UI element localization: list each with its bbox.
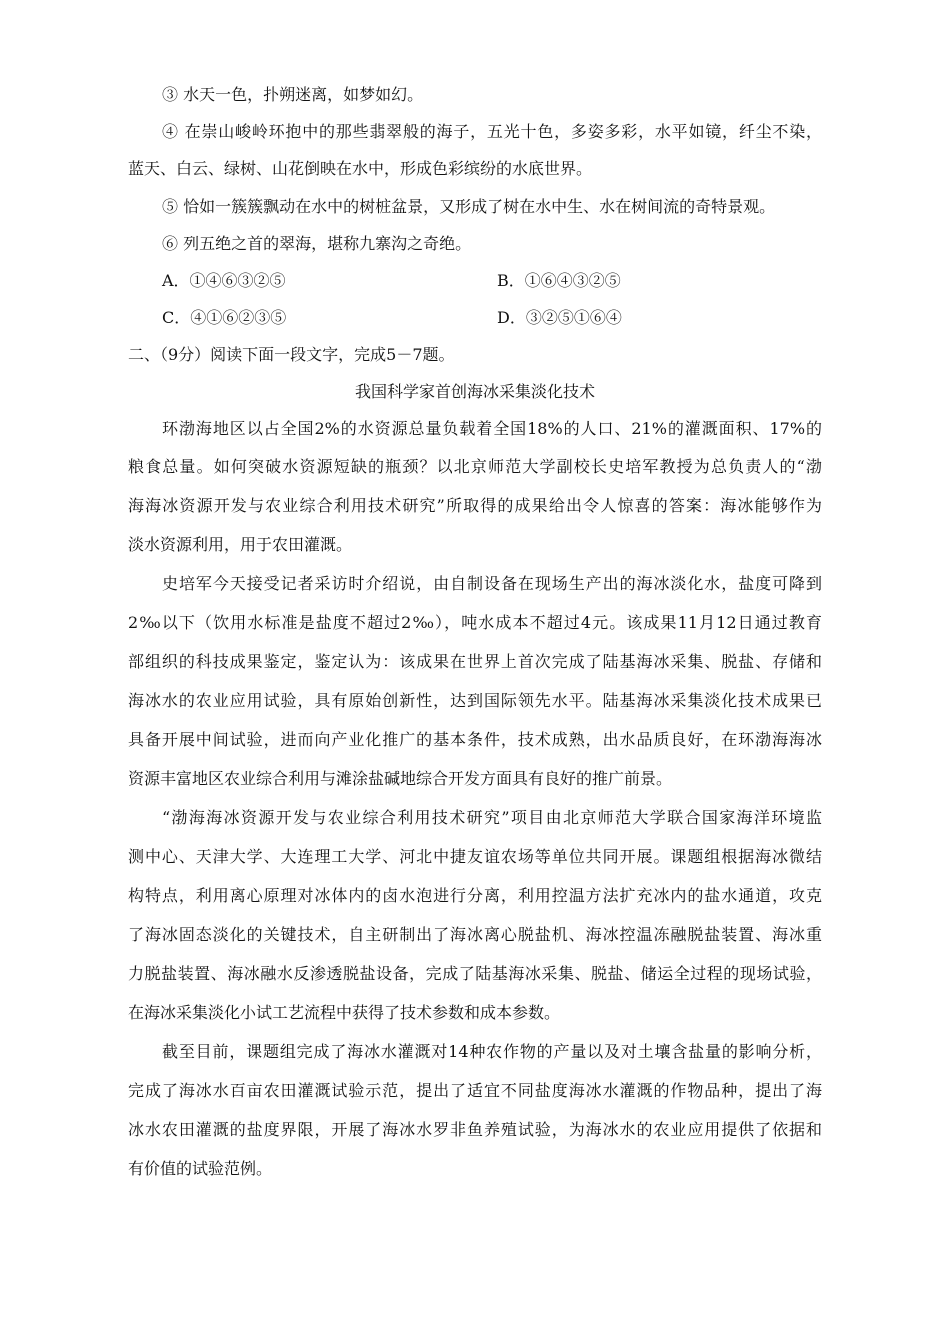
paragraph-2-line: 2‰以下（饮用水标准是盐度不超过2‰），吨水成本不超过4元。该成果11月12日通过教育 [128, 613, 822, 632]
sentence-item-6: ⑥ 列五绝之首的翠海，堪称九寨沟之奇绝。 [162, 234, 472, 253]
paragraph-3-line: “渤海海冰资源开发与农业综合利用技术研究”项目由北京师范大学联合国家海洋环境监 [162, 808, 822, 827]
article-title: 我国科学家首创海冰采集淡化技术 [354, 382, 595, 401]
paragraph-4-line: 截至目前，课题组完成了海冰水灌溉对14种农作物的产量以及对土壤含盐量的影响分析， [162, 1042, 822, 1061]
paragraph-3-line: 在海冰采集淡化小试工艺流程中获得了技术参数和成本参数。 [128, 1003, 561, 1022]
choice-d: D．③②⑤①⑥④ [497, 308, 622, 327]
paragraph-4-line: 完成了海冰水百亩农田灌溉试验示范，提出了适宜不同盐度海冰水灌溉的作物品种，提出了海 [128, 1081, 822, 1100]
choice-a: A．①④⑥③②⑤ [162, 271, 286, 290]
paragraph-2-line: 部组织的科技成果鉴定，鉴定认为：该成果在世界上首次完成了陆基海冰采集、脱盐、存储和 [128, 652, 822, 671]
sentence-item-5: ⑤ 恰如一簇簇飘动在水中的树桩盆景，又形成了树在水中生、水在树间流的奇特景观。 [162, 197, 776, 216]
choice-c: C．④①⑥②③⑤ [162, 308, 287, 327]
section-heading: 二、（9分）阅读下面一段文字，完成5－7题。 [128, 345, 455, 364]
paragraph-2-line: 资源丰富地区农业综合利用与滩涂盐碱地综合开发方面具有良好的推广前景。 [128, 769, 673, 788]
paragraph-1-line: 环渤海地区以占全国2%的水资源总量负载着全国18%的人口、21%的灌溉面积、17%的 [162, 419, 822, 438]
sentence-item-3: ③ 水天一色，扑朔迷离，如梦如幻。 [162, 85, 424, 104]
sentence-item-4-line-2: 蓝天、白云、绿树、山花倒映在水中，形成色彩缤纷的水底世界。 [128, 159, 593, 178]
paragraph-2-line: 海冰水的农业应用试验，具有原始创新性，达到国际领先水平。陆基海冰采集淡化技术成果已 [128, 691, 822, 710]
paragraph-4-line: 冰水农田灌溉的盐度界限，开展了海冰水罗非鱼养殖试验，为海冰水的农业应用提供了依据和 [128, 1120, 822, 1139]
paragraph-3-line: 构特点，利用离心原理对冰体内的卤水泡进行分离，利用控温方法扩充冰内的盐水通道，攻克 [128, 886, 822, 905]
paragraph-3-line: 测中心、天津大学、大连理工大学、河北中捷友谊农场等单位共同开展。课题组根据海冰微结 [128, 847, 822, 866]
choice-b: B．①⑥④③②⑤ [497, 271, 621, 290]
paragraph-4-line: 有价值的试验范例。 [128, 1159, 273, 1178]
sentence-item-4-line-1: ④ 在崇山峻岭环抱中的那些翡翠般的海子，五光十色，多姿多彩，水平如镜，纤尘不染， [162, 122, 822, 141]
paragraph-1-line: 海海冰资源开发与农业综合利用技术研究”所取得的成果给出令人惊喜的答案：海冰能够作为 [128, 496, 822, 515]
paragraph-3-line: 了海冰固态淡化的关键技术，自主研制出了海冰离心脱盐机、海冰控温冻融脱盐装置、海冰重 [128, 925, 822, 944]
paragraph-2-line: 具备开展中间试验，进而向产业化推广的基本条件，技术成熟，出水品质良好，在环渤海海冰 [128, 730, 822, 749]
paragraph-1-line: 粮食总量。如何突破水资源短缺的瓶颈？以北京师范大学副校长史培军教授为总负责人的“渤 [128, 457, 822, 476]
paragraph-2-line: 史培军今天接受记者采访时介绍说，由自制设备在现场生产出的海冰淡化水，盐度可降到 [162, 574, 822, 593]
paragraph-1-line: 淡水资源利用，用于农田灌溉。 [128, 535, 353, 554]
paragraph-3-line: 力脱盐装置、海冰融水反渗透脱盐设备，完成了陆基海冰采集、脱盐、储运全过程的现场试验， [128, 964, 822, 983]
